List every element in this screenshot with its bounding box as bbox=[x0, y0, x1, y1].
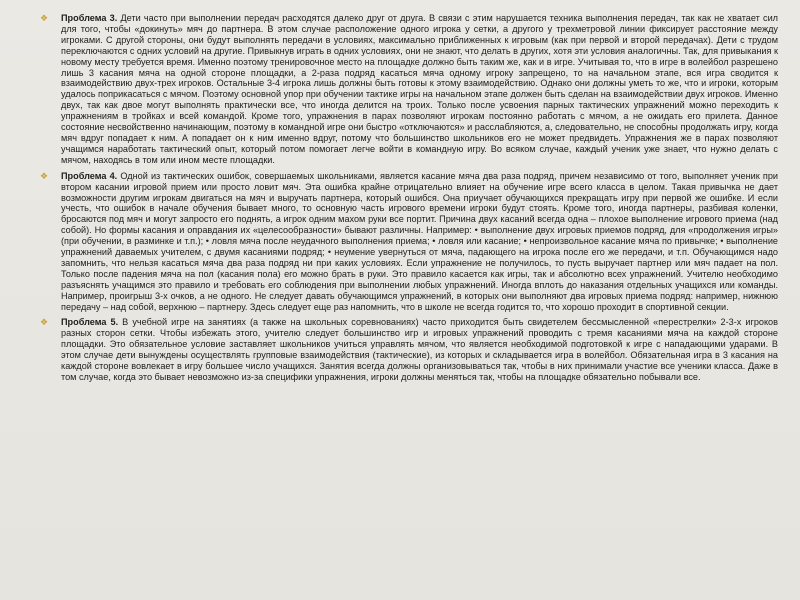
diamond-bullet-icon: ❖ bbox=[40, 317, 49, 328]
text-body bbox=[40, 13, 778, 388]
diamond-bullet-icon: ❖ bbox=[40, 13, 49, 23]
paragraph-text: В учебной игре на занятиях (а также на школьных соревнованиях) часто приходится быть свидетелем бессмысленной «перестрелки» 2-3-х игроков разных сторон сетки. Чтобы избежать этого, учителю следует большинство игр и игровых упражнений проводить с тремя касаниями мяча на каждой стороне площадки. Это обязательное условие заставляет школьников учиться управлять мячом, что является необходимой подготовкой к игре с нападающими ударами. В этом случае дети вынуждены осуществлять групповые взаимодействия (тактические), из которых и складывается игра в волейбол. Обязательная игра в 3 касания на каждой стороне вовлекает в игру большее число учащихся. Занятия всегда должны организовываться так, чтобы в них принимали участие все ученики класса. Даже в том случае, когда это бывает невозможно из-за специфики упражнения, игроки должны меняться так, чтобы на площадке обязательно побывали все. bbox=[61, 317, 778, 382]
paragraph-problem-5 bbox=[40, 317, 778, 382]
paragraph-title: Проблема 3. bbox=[61, 13, 118, 23]
paragraph-problem-3 bbox=[40, 13, 778, 166]
paragraph-text: Дети часто при выполнении передач расходятся далеко друг от друга. В связи с этим нарушается техника выполнения передач, так как не хватает сил для того, чтобы «докинуть» мяч до партнера. В этом случае расположение одного игрока у сетки, а другого у трехметровой линии фиксирует расстояние между игроками. С другой стороны, они будут выполнять передачи в условиях, максимально приближенных к игровым (как при первой и второй передачах). Дети с трудом переключаются с одних условий на другие. Привыкнув играть в одних условиях, они не знают, что делать в других, хотя эти условия аналогичны. Так, для привыкания к новому месту требуется время. Именно поэтому тренировочное место на площадке должно быть таким же, как и в игре. Учитывая то, что в игре в волейбол разрешено лишь 3 касания мяча на одной стороне площадки, а 2-раза подряд касаться мяча одному игроку запрещено, то на начальном этапе, вся игра сводится к взаимодействию двух-трех игроков. Остальные 3-4 игрока лишь должны быть готовы к этому взаимодействию. Однако они должны уметь то же, что и игроки, которым удалось поприкасаться с мячом. Поэтому основной упор при обучении тактике игры на начальном этапе должен быть сделан на взаимодействии двух игроков. Именно двух, так как двое могут выполнять практически все, что иногда делится на троих. Только после усвоения парных тактических упражнений можно переходить к упражнениям в тройках и всей командой. Кроме того, упражнения в парах позволяют игрокам постоянно работать с мячом, а не ожидать его прилета. Данное состояние несвойственно начинающим, поэтому в командной игре они быстро «отключаются» и расслабляются, а, следовательно, не способны продолжать игру, когда мяч вдруг попадает к ним. А попадает он к ним именно вдруг, потому что большинство школьников его не может предвидеть. Упражнения же в парах позволяют учащимся наработать тактический опыт, который потом помогает легче войти в командную игру. Во всяком случае, каждый ученик уже знает, что нужно делать с мячом, находясь в том или ином месте площадки. bbox=[61, 13, 778, 165]
paragraph-title: Проблема 4. bbox=[61, 170, 118, 181]
paragraph-text: Одной из тактических ошибок, совершаемых школьниками, является касание мяча два раза подряд, причем независимо от того, выполняет ученик при втором касании игровой прием или просто ловит мяч. Эта ошибка крайне отрицательно влияет на обучение игре всего класса в целом. Такая привычка не дает возможности другим игрокам двигаться на мяч и выручать партнера, который ошибся. Она приучает обучающихся прекращать игру при первой же ошибке. И если учесть, что ошибок в начале обучения бывает много, то основную часть игрового времени игроки будут стоять. Кроме того, иногда партнеры, разбивая коленки, бросаются под мяч и могут запросто его поднять, а игрок одним махом руки все портит. Причина двух касаний всегда одна – плохое выполнение игрового приема (над собой). Но формы касания и оправдания их «целесообразности» бывают различны. Например: • выполнение двух игровых приемов подряд, для «продолжения игры» (при обучении, в разминке и т.п.); • ловля мяча после неудачного выполнения приема; • ловля или касание; • непроизвольное касание мяча по привычке; • выполнение упражнений даваемых учителем, с двумя касаниями подряд; • неумение увернуться от мяча, падающего на игрока после его же передачи, и т.п. Обучающимся надо запомнить, что нельзя касаться мяча два раза подряд ни при каких условиях. Если упражнение не получилось, то пусть выручает партнер или мяч падает на пол. Только после падения мяча на пол (касания пола) его можно брать в руки. Это правило касается как игры, так и абсолютно всех упражнений. Учителю необходимо разъяснять учащимся это правило и требовать его соблюдения при выполнении любых упражнений. Иногда вплоть до наказания отдельных учащихся или команды. Например, проигрыш 3-х очков, а не одного. Не следует давать обучающимся упражнений, в которых они выполняют два игровых приема подряд: например, нижнюю передачу – над собой, верхнюю – партнеру. Здесь следует еще раз напомнить, что в школе не всегда годится то, что хорошо проходит в спортивной секции. bbox=[61, 170, 778, 312]
diamond-bullet-icon: ❖ bbox=[40, 170, 49, 181]
paragraph-title: Проблема 5. bbox=[61, 317, 119, 328]
paragraph-problem-4 bbox=[40, 171, 778, 313]
